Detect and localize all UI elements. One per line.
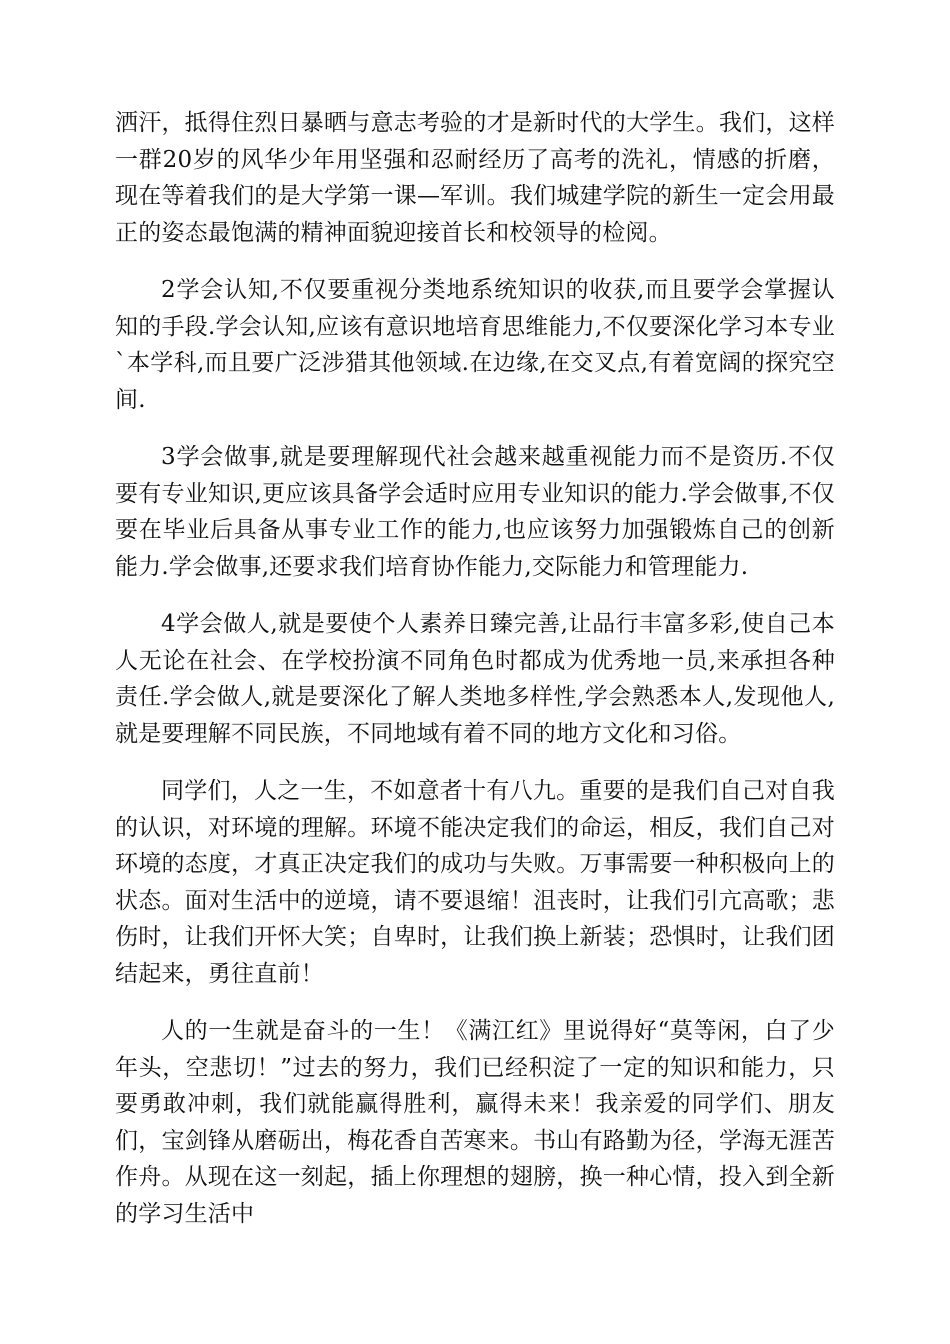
paragraph-learn-to-be: 4学会做人,就是要使个人素养日臻完善,让品行丰富多彩,使自己本人无论在社会、在学校扮演不同角色时都成为优秀地一员,来承担各种责任.学会做人,就是要深化了解人类地多样性,学会熟悉本人,发现他人,就是要理解不同民族，不同地域有着不同的地方文化和习俗。 <box>115 611 835 747</box>
paragraph-learn-to-know: 2学会认知,不仅要重视分类地系统知识的收获,而且要学会掌握认知的手段.学会认知,应该有意识地培育思维能力,不仅要深化学习本专业`本学科,而且要广泛涉猎其他领域.在边缘,在交叉点,有着宽阔的探究空间. <box>115 277 835 413</box>
paragraph-classmates: 同学们，人之一生，不如意者十有八九。重要的是我们自己对自我的认识，对环境的理解。环境不能决定我们的命运，相反，我们自己对环境的态度，才真正决定我们的成功与失败。万事需要一种积极向上的状态。面对生活中的逆境，请不要退缩！沮丧时，让我们引亢高歌；悲伤时，让我们开怀大笑；自卑时，让我们换上新装；恐惧时，让我们团结起来，勇往直前！ <box>115 778 835 987</box>
document-body <box>115 105 835 1253</box>
paragraph-struggle: 人的一生就是奋斗的一生！《满江红》里说得好“莫等闲，白了少年头，空悲切！”过去的努力，我们已经积淀了一定的知识和能力，只要勇敢冲刺，我们就能赢得胜利，赢得未来！我亲爱的同学们、朋友们，宝剑锋从磨砺出，梅花香自苦寒来。书山有路勤为径，学海无涯苦作舟。从现在这一刻起，插上你理想的翅膀，换一种心情，投入到全新的学习生活中 <box>115 1018 835 1227</box>
paragraph-continuation: 洒汗，抵得住烈日暴晒与意志考验的才是新时代的大学生。我们，这样一群20岁的风华少年用坚强和忍耐经历了高考的洗礼，情感的折磨，现在等着我们的是大学第一课—军训。我们城建学院的新生一定会用最正的姿态最饱满的精神面貌迎接首长和校领导的检阅。 <box>115 110 835 246</box>
paragraph-learn-to-do: 3学会做事,就是要理解现代社会越来越重视能力而不是资历.不仅要有专业知识,更应该具备学会适时应用专业知识的能力.学会做事,不仅要在毕业后具备从事专业工作的能力,也应该努力加强锻炼自己的创新能力.学会做事,还要求我们培育协作能力,交际能力和管理能力. <box>115 444 835 580</box>
